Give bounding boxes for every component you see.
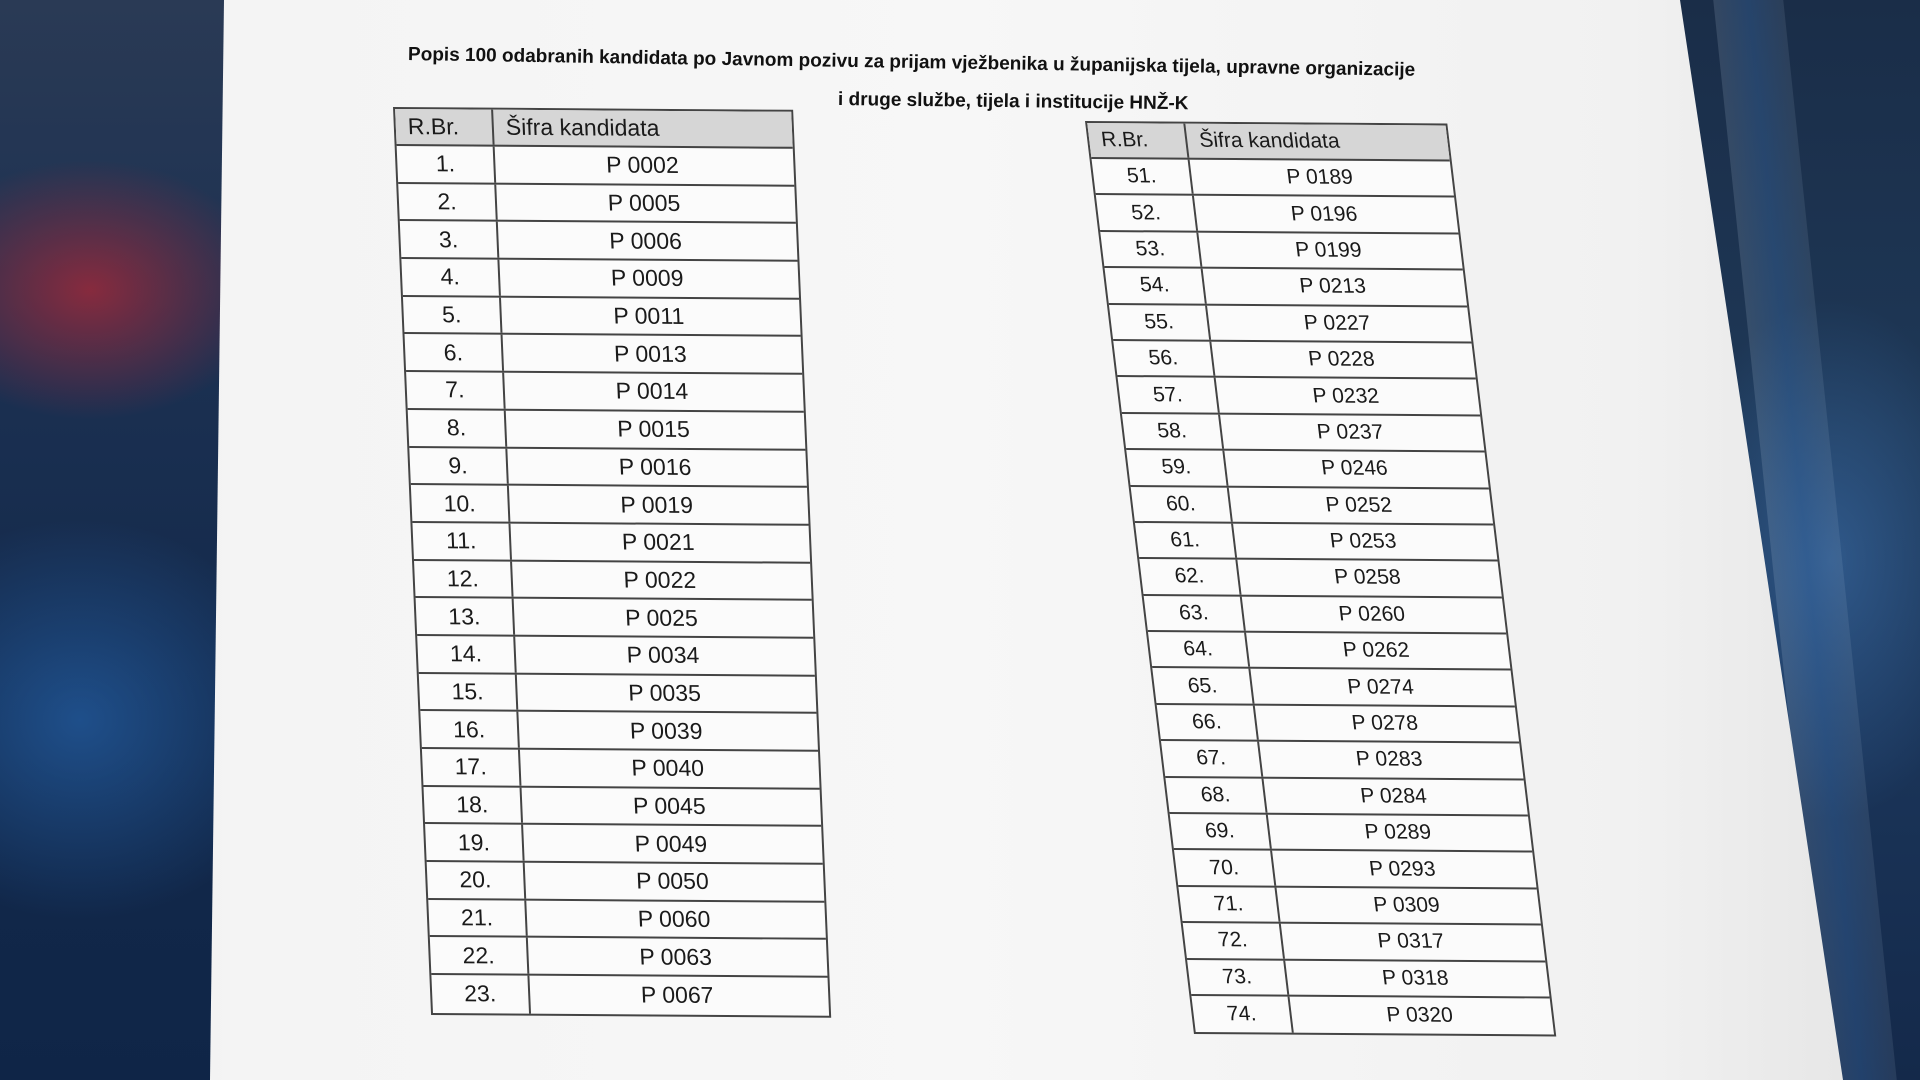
table-row bbox=[431, 975, 829, 1015]
row-number-cell: 20. bbox=[427, 862, 527, 898]
candidate-code-cell: P 0011 bbox=[612, 302, 685, 330]
candidate-code-cell: P 0318 bbox=[1380, 966, 1450, 990]
candidate-code-cell: P 0227 bbox=[1302, 311, 1372, 335]
table-row bbox=[417, 636, 815, 676]
candidate-code-cell: P 0196 bbox=[1289, 201, 1359, 226]
row-number-cell: 66. bbox=[1157, 705, 1259, 740]
candidate-code-cell: P 0260 bbox=[1337, 602, 1407, 626]
row-number-cell: 14. bbox=[417, 636, 517, 672]
row-number-cell: 59. bbox=[1126, 450, 1228, 485]
candidate-code-cell: P 0237 bbox=[1315, 420, 1385, 444]
table-row bbox=[1105, 268, 1468, 307]
row-number-cell: 56. bbox=[1113, 341, 1215, 376]
candidate-code-cell: P 0021 bbox=[621, 528, 696, 556]
table-row bbox=[398, 184, 796, 224]
table-row bbox=[405, 334, 803, 374]
table-row bbox=[1113, 341, 1476, 380]
document-title-line2: i druge službe, tijela i institucije HNŽ-K bbox=[837, 89, 1189, 115]
candidate-code-cell: P 0278 bbox=[1350, 711, 1420, 735]
row-number-cell: 54. bbox=[1105, 268, 1207, 303]
table-row bbox=[1170, 814, 1533, 853]
table-row bbox=[1183, 923, 1546, 962]
row-number-cell: 6. bbox=[405, 334, 505, 370]
row-number-cell: 8. bbox=[408, 410, 508, 446]
candidate-code-cell: P 0228 bbox=[1306, 347, 1376, 371]
candidate-code-cell: P 0283 bbox=[1354, 747, 1424, 772]
candidate-code-cell: P 0289 bbox=[1363, 820, 1433, 845]
candidate-code-cell: P 0013 bbox=[613, 340, 688, 367]
candidate-code-cell: P 0016 bbox=[618, 453, 692, 480]
table-row bbox=[1165, 778, 1528, 817]
candidate-code-cell: P 0284 bbox=[1359, 784, 1429, 808]
table-row bbox=[1100, 232, 1463, 271]
table-row bbox=[1178, 887, 1541, 926]
row-number-cell: 72. bbox=[1183, 923, 1285, 958]
candidate-code-cell: P 0309 bbox=[1372, 893, 1442, 917]
table-row bbox=[1191, 996, 1554, 1035]
candidate-table-left bbox=[393, 107, 831, 1018]
table-row bbox=[412, 523, 810, 563]
table-row bbox=[409, 448, 807, 488]
row-number-cell: 17. bbox=[422, 749, 522, 785]
table-header-row bbox=[1087, 123, 1450, 161]
candidate-code-cell: P 0034 bbox=[626, 641, 700, 669]
table-row bbox=[428, 900, 826, 940]
column-header-code: Šifra kandidata bbox=[505, 113, 660, 141]
candidate-code-cell: P 0049 bbox=[634, 830, 708, 857]
row-number-cell: 67. bbox=[1161, 741, 1263, 776]
row-number-cell: 64. bbox=[1148, 632, 1250, 667]
row-number-cell: 23. bbox=[431, 975, 531, 1013]
candidate-code-cell: P 0045 bbox=[632, 792, 707, 819]
candidate-code-cell: P 0320 bbox=[1385, 1003, 1455, 1027]
table-row bbox=[1157, 705, 1520, 744]
table-row bbox=[400, 221, 798, 261]
candidate-code-cell: P 0274 bbox=[1346, 675, 1416, 699]
row-number-cell: 68. bbox=[1165, 778, 1267, 813]
table-row bbox=[1187, 960, 1550, 999]
row-number-cell: 22. bbox=[430, 937, 530, 973]
row-number-cell: 3. bbox=[400, 221, 500, 257]
row-number-cell: 63. bbox=[1144, 596, 1246, 631]
row-number-cell: 7. bbox=[406, 372, 506, 408]
row-number-cell: 12. bbox=[414, 561, 514, 597]
table-row bbox=[1096, 195, 1459, 234]
table-row bbox=[1109, 305, 1472, 344]
candidate-code-cell: P 0189 bbox=[1285, 165, 1355, 190]
candidate-code-cell: P 0002 bbox=[605, 151, 680, 179]
row-number-cell: 55. bbox=[1109, 305, 1211, 340]
candidate-code-cell: P 0293 bbox=[1367, 856, 1437, 881]
table-row bbox=[1135, 523, 1498, 562]
table-row bbox=[1139, 559, 1502, 598]
table-row bbox=[1131, 487, 1494, 526]
candidate-code-cell: P 0005 bbox=[607, 189, 681, 217]
row-number-cell: 18. bbox=[423, 787, 523, 823]
table-row bbox=[1092, 159, 1455, 198]
row-number-cell: 51. bbox=[1092, 159, 1194, 194]
table-row bbox=[1118, 377, 1481, 416]
candidate-code-cell: P 0040 bbox=[630, 754, 705, 782]
column-header-rbr: R.Br. bbox=[1087, 123, 1189, 158]
candidate-code-cell: P 0252 bbox=[1324, 493, 1394, 517]
row-number-cell: 19. bbox=[425, 824, 525, 860]
table-row bbox=[1152, 668, 1515, 707]
candidate-code-cell: P 0019 bbox=[619, 490, 694, 518]
table-row bbox=[406, 372, 804, 412]
row-number-cell: 5. bbox=[403, 297, 503, 333]
candidate-code-cell: P 0009 bbox=[610, 264, 684, 292]
row-number-cell: 62. bbox=[1139, 559, 1241, 594]
row-number-cell: 70. bbox=[1174, 850, 1276, 885]
candidate-code-cell: P 0258 bbox=[1333, 565, 1402, 590]
table-row bbox=[425, 824, 823, 864]
table-row bbox=[1126, 450, 1489, 489]
candidate-code-cell: P 0213 bbox=[1298, 274, 1368, 299]
table-row bbox=[411, 485, 809, 525]
row-number-cell: 2. bbox=[398, 184, 498, 220]
table-row bbox=[1144, 596, 1507, 635]
candidate-code-cell: P 0050 bbox=[635, 867, 710, 895]
row-number-cell: 13. bbox=[416, 598, 516, 634]
table-row bbox=[1161, 741, 1524, 780]
row-number-cell: 21. bbox=[428, 900, 528, 936]
candidate-code-cell: P 0317 bbox=[1376, 929, 1446, 954]
row-number-cell: 61. bbox=[1135, 523, 1237, 558]
candidate-code-cell: P 0067 bbox=[640, 981, 715, 1009]
table-row bbox=[408, 410, 806, 450]
table-row bbox=[414, 561, 812, 601]
column-header-code: Šifra kandidata bbox=[1197, 128, 1341, 153]
candidate-code-cell: P 0015 bbox=[616, 415, 691, 443]
document-title-line1: Popis 100 odabranih kandidata po Javnom pozivu za prijam vježbenika u županijska tijela, upravne organizacije bbox=[407, 44, 1416, 81]
candidate-code-cell: P 0039 bbox=[629, 717, 703, 744]
row-number-cell: 1. bbox=[397, 146, 497, 182]
row-number-cell: 4. bbox=[401, 259, 501, 295]
candidate-code-cell: P 0022 bbox=[623, 566, 697, 593]
table-row bbox=[422, 749, 820, 789]
table-row bbox=[419, 674, 817, 714]
row-number-cell: 52. bbox=[1096, 195, 1198, 230]
table-row bbox=[1174, 850, 1537, 889]
row-number-cell: 11. bbox=[412, 523, 512, 559]
table-row bbox=[397, 146, 795, 186]
table-row bbox=[401, 259, 799, 299]
candidate-code-cell: P 0014 bbox=[615, 377, 689, 405]
row-number-cell: 74. bbox=[1191, 996, 1293, 1033]
candidate-code-cell: P 0262 bbox=[1341, 638, 1411, 663]
candidate-code-cell: P 0025 bbox=[624, 604, 699, 631]
candidate-code-cell: P 0063 bbox=[638, 943, 713, 970]
row-number-cell: 73. bbox=[1187, 960, 1289, 995]
row-number-cell: 71. bbox=[1178, 887, 1280, 922]
candidate-code-cell: P 0060 bbox=[637, 905, 711, 933]
candidate-code-cell: P 0253 bbox=[1328, 529, 1398, 553]
background-left bbox=[0, 0, 240, 1080]
row-number-cell: 58. bbox=[1122, 414, 1224, 449]
row-number-cell: 65. bbox=[1152, 668, 1254, 703]
table-header-row bbox=[395, 109, 793, 149]
table-row bbox=[427, 862, 825, 902]
row-number-cell: 69. bbox=[1170, 814, 1272, 849]
candidate-code-cell: P 0006 bbox=[608, 227, 683, 254]
table-row bbox=[430, 937, 828, 977]
row-number-cell: 57. bbox=[1118, 377, 1220, 412]
candidate-code-cell: P 0199 bbox=[1293, 238, 1363, 262]
column-header-rbr: R.Br. bbox=[395, 109, 494, 145]
row-number-cell: 9. bbox=[409, 448, 509, 484]
row-number-cell: 16. bbox=[420, 711, 520, 747]
row-number-cell: 10. bbox=[411, 485, 511, 521]
candidate-code-cell: P 0232 bbox=[1311, 383, 1381, 408]
table-row bbox=[403, 297, 801, 337]
candidate-code-cell: P 0035 bbox=[627, 679, 702, 706]
row-number-cell: 53. bbox=[1100, 232, 1202, 267]
candidate-code-cell: P 0246 bbox=[1319, 456, 1389, 481]
table-row bbox=[1148, 632, 1511, 671]
table-row bbox=[420, 711, 818, 751]
row-number-cell: 60. bbox=[1131, 487, 1233, 522]
row-number-cell: 15. bbox=[419, 674, 519, 710]
table-row bbox=[1122, 414, 1485, 453]
table-row bbox=[416, 598, 814, 638]
table-row bbox=[423, 787, 821, 827]
